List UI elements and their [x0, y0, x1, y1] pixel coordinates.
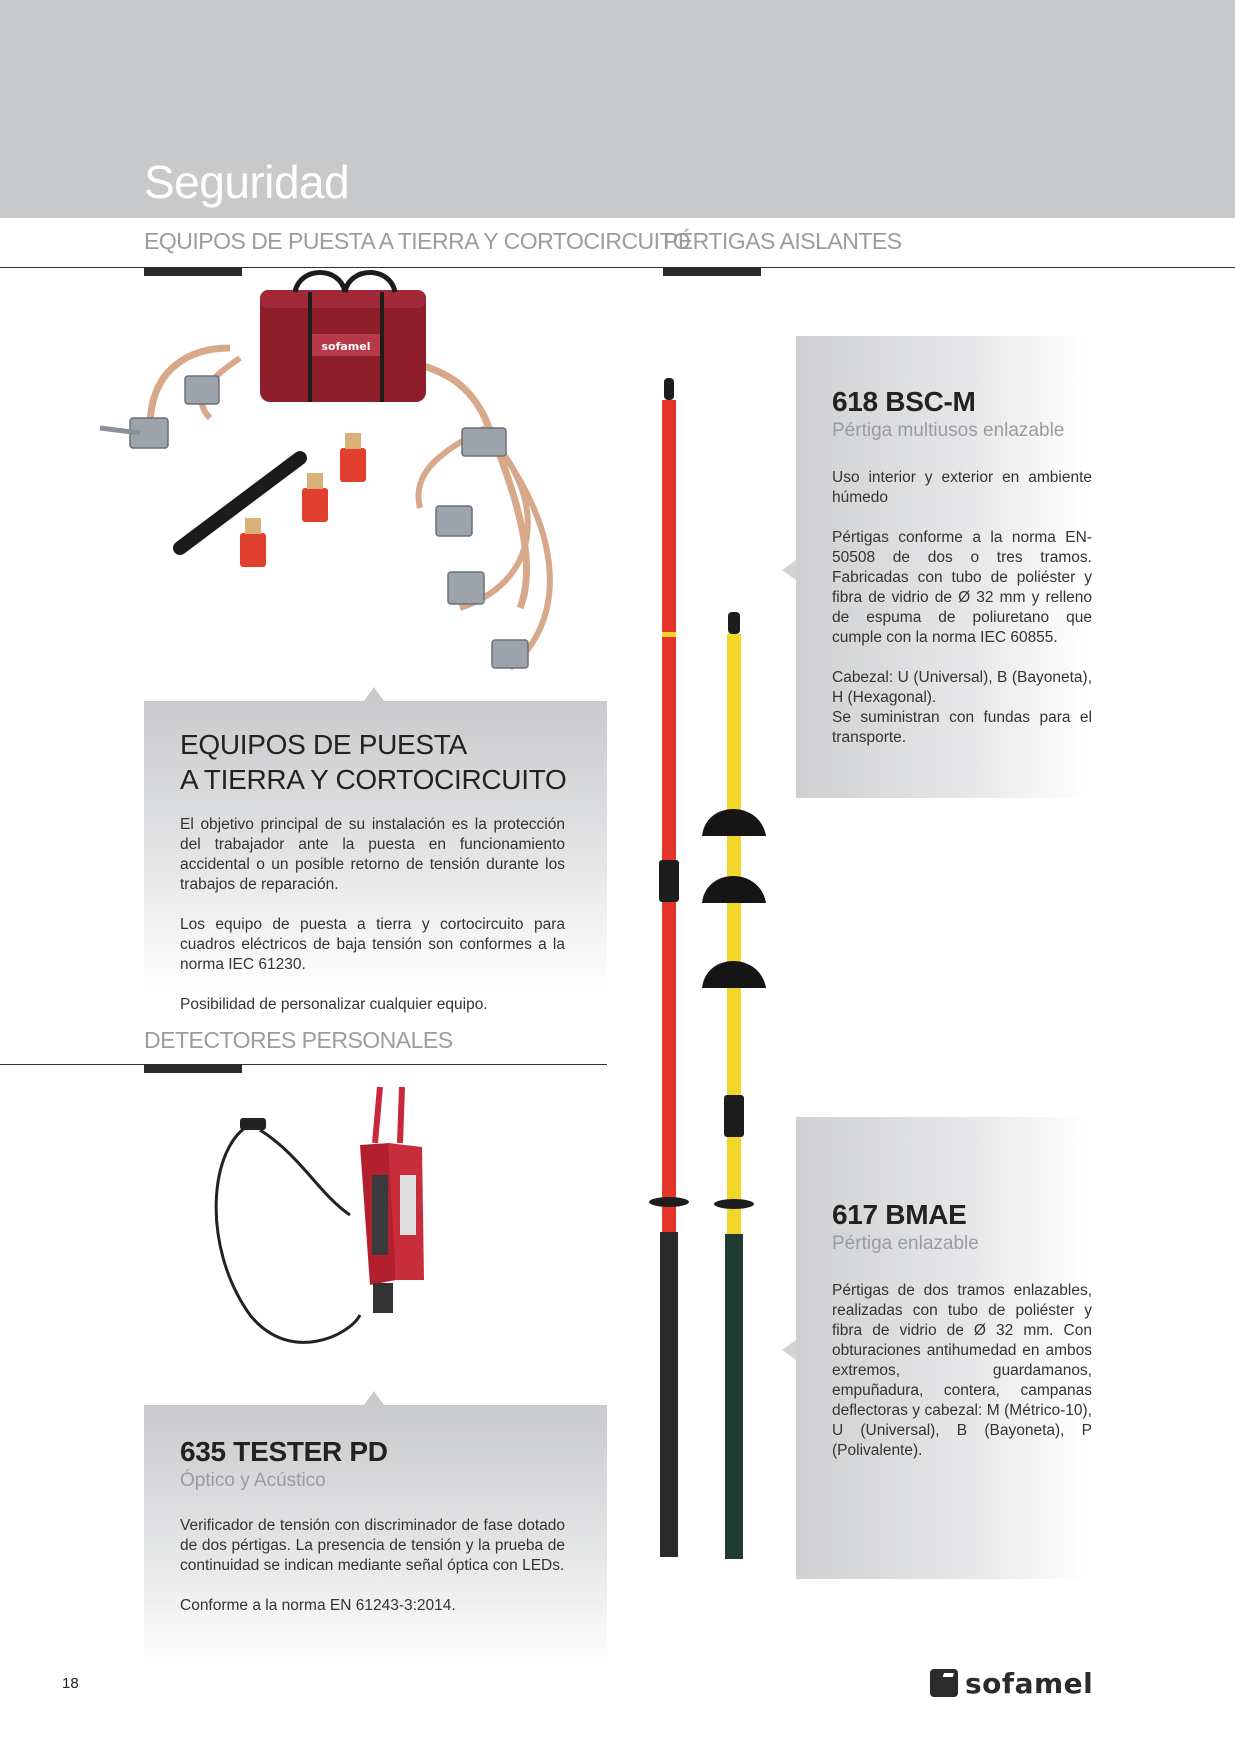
insulating-poles-image — [640, 370, 780, 1590]
tester-code: 635 TESTER PD — [180, 1436, 388, 1467]
box-pointer — [782, 1340, 796, 1360]
grounding-description — [180, 815, 565, 1035]
tab-marker — [144, 1064, 242, 1073]
pole-617-subtitle: Pértiga enlazable — [832, 1233, 979, 1254]
tab-grounding: EQUIPOS DE PUESTA A TIERRA Y CORTOCIRCUITO — [144, 228, 691, 254]
voltage-tester-image — [210, 1085, 450, 1365]
pole-618-description — [832, 468, 1092, 748]
tab-marker — [144, 267, 242, 276]
tester-paragraph: Verificador de tensión con discriminador de fase dotado de dos pértigas. La presencia de tensión y la prueba de continuidad se indican mediante señal óptica con LEDs. — [180, 1517, 565, 1574]
pole-618-paragraph: Pértigas conforme a la norma EN-50508 de dos o tres tramos. Fabricadas con tubo de poliéster y fibra de vidrio de Ø 32 mm y relleno de espuma de poliuretano que cumple con la norma IEC 60855. — [832, 529, 1092, 646]
grounding-paragraph: El objetivo principal de su instalación es la protección del trabajador ante la puesta en funcionamiento accidental o un posible retorno de tensión durante los trabajos de reparación. — [180, 816, 565, 893]
tab-personal-detectors: DETECTORES PERSONALES — [144, 1027, 453, 1053]
bag-logo-text: sofamel — [321, 340, 371, 353]
pole-617-paragraph: Pértigas de dos tramos enlazables, realizadas con tubo de poliéster y fibra de vidrio de Ø 32 mm. Con obturaciones antihumedad en ambos extremos, guardamanos, empuñadura, contera, campanas deflectoras y cabezal: M (Métrico-10), U (Universal), B (Bayoneta), P (Polivalente). — [832, 1282, 1092, 1459]
brand-logo-text: sofamel — [965, 1666, 1094, 1700]
tester-subtitle: Óptico y Acústico — [180, 1470, 326, 1491]
tester-description — [180, 1516, 565, 1636]
box-pointer — [364, 1391, 384, 1405]
grounding-title — [180, 727, 600, 797]
pole-618-subtitle: Pértiga multiusos enlazable — [832, 420, 1065, 441]
page-title: Seguridad — [144, 156, 350, 208]
pole-617-description — [832, 1281, 1092, 1481]
pole-618-paragraph: Se suministran con fundas para el transporte. — [832, 709, 1092, 746]
tab-insulating-poles: PÉRTIGAS AISLANTES — [663, 228, 902, 254]
grounding-paragraph: Posibilidad de personalizar cualquier equipo. — [180, 996, 488, 1013]
pole-618-paragraph: Uso interior y exterior en ambiente húmedo — [832, 469, 1092, 506]
pole-617-code: 617 BMAE — [832, 1199, 967, 1230]
page-number: 18 — [62, 1675, 79, 1692]
pole-618-code: 618 BSC-M — [832, 386, 976, 417]
brand-logo-icon — [930, 1669, 958, 1697]
grounding-paragraph: Los equipo de puesta a tierra y cortocircuito para cuadros eléctricos de baja tensión son conformes a la norma IEC 61230. — [180, 916, 565, 973]
box-pointer — [364, 687, 384, 701]
brand-logo — [930, 1666, 1093, 1700]
box-pointer — [782, 560, 796, 580]
pole-618-paragraph: Cabezal: U (Universal), B (Bayoneta), H (Hexagonal). — [832, 669, 1092, 706]
grounding-title-line2: A TIERRA Y CORTOCIRCUITO — [180, 764, 567, 795]
tab-marker — [663, 267, 761, 276]
section-divider — [0, 1064, 607, 1065]
grounding-kit-image — [90, 278, 610, 698]
grounding-title-line1: EQUIPOS DE PUESTA — [180, 729, 467, 760]
tester-paragraph: Conforme a la norma EN 61243-3:2014. — [180, 1597, 456, 1614]
